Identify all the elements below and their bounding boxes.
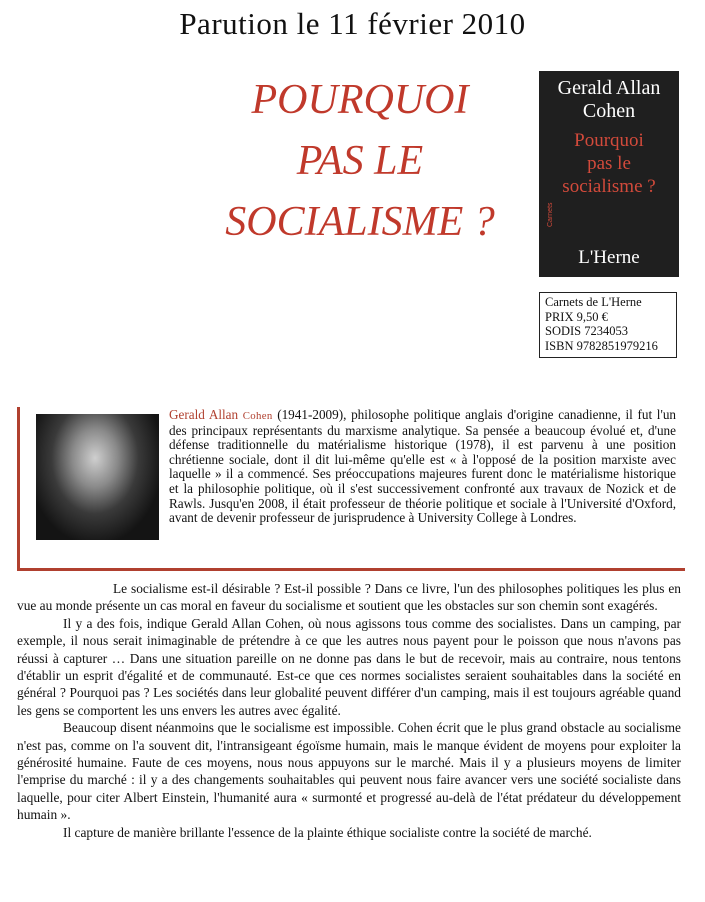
- info-sodis: SODIS 7234053: [545, 324, 628, 338]
- info-price: PRIX 9,50 €: [545, 309, 608, 324]
- cover-publisher: L'Herne: [578, 247, 640, 268]
- bio-text: (1941-2009), philosophe politique anglais d'origine canadienne, il fut l'un des principaux représentants du marxisme analytique. Sa pensée a beaucoup évolué et, d'une défense traditionnelle du matérialisme historique (1978), il est parvenu à une position chrétienne sociale, dont il dit lui-même qu'elle est « à l'opposé de la position marxiste avec laquelle » il a commencé. Ses préoccupations majeures furent donc le matérialisme historique et la philosophie politique, où il s'est successivement confronté aux travaux de Nozick et de Rawls. Jusqu'en 2008, il était professeur de théorie politique et sociale à l'Université d'Oxford, avant de devenir professeur de jurisprudence à University College à Londres.: [169, 407, 677, 526]
- description-paragraph-4: Il capture de manière brillante l'essence de la plainte éthique socialiste contre la société de marché.: [63, 824, 592, 840]
- cover-author-line-1: Gerald Allan: [557, 77, 661, 99]
- book-info-box: [539, 292, 677, 358]
- info-collection: Carnets de L'Herne: [545, 295, 642, 309]
- description-paragraph-3: Beaucoup disent néanmoins que le socialisme est impossible. Cohen écrit que le plus grand obstacle au socialisme n'est pas, comme on l'a souvent dit, l'intransigeant égoïsme humain, mais le manque évident de moyens pour exploiter la générosité humaine. Faute de ces moyens, nous nous appuyons sur le marché. Mais il y a plusieurs moyens de limiter l'emprise du marché : il y a des changements souhaitables qui peuvent nous faire avancer vers une société socialiste dans laquelle, pour citer Albert Einstein, l'humanité aura « surmonté et progressé au-delà de l'état prédateur du développement humain ».: [17, 720, 681, 823]
- cover-title-line-2: pas le: [587, 153, 631, 174]
- book-description: [17, 580, 681, 841]
- cover-title-line-3: socialisme ?: [562, 176, 656, 197]
- release-date-heading: Parution le 11 février 2010: [179, 6, 526, 41]
- title-line-3: SOCIALISME ?: [225, 199, 495, 245]
- cover-author-line-2: Cohen: [582, 100, 636, 122]
- info-isbn: ISBN 9782851979216: [545, 338, 658, 353]
- title-line-2: PAS LE: [296, 138, 424, 184]
- bio-author-first-name: Gerald Allan: [169, 407, 243, 422]
- author-bio: [28, 408, 676, 542]
- cover-collection-label: Carnets: [547, 202, 554, 227]
- bio-author-name: [169, 407, 273, 422]
- book-title-heading: [150, 70, 570, 253]
- cover-title-line-1: Pourquoi: [574, 130, 644, 151]
- cover-title: [539, 129, 679, 198]
- bio-author-last-name: Cohen: [242, 410, 273, 422]
- book-cover: [539, 71, 679, 277]
- author-photo: [36, 414, 159, 540]
- title-line-1: POURQUOI: [251, 77, 469, 123]
- description-paragraph-2: Il y a des fois, indique Gerald Allan Cohen, où nous agissons tous comme des socialistes. Dans un camping, par exemple, il nous serait inimaginable de prétendre à ce que les autres nous payent pour le poisson que nous n'avons pas réussi à capturer … Dans une situation pareille on ne donne pas dans le but de recevoir, mais au contraire, nous tentons d'établir un esprit d'égalité et de communauté. Est-ce que ces normes socialistes seraient souhaitables dans la société en général ? Pourquoi pas ? Les sociétés dans leur globalité peuvent différer d'un camping, mais il est toujours agréable quand les gens se comportent les uns envers les autres avec égalité.: [17, 615, 681, 718]
- description-paragraph-1: Le socialisme est-il désirable ? Est-il possible ? Dans ce livre, l'un des philosophes politiques les plus en vue au monde présente un cas moral en faveur du socialisme et soutient que les obstacles sur son chemin sont exagérés.: [17, 581, 681, 614]
- cover-author: [539, 77, 679, 123]
